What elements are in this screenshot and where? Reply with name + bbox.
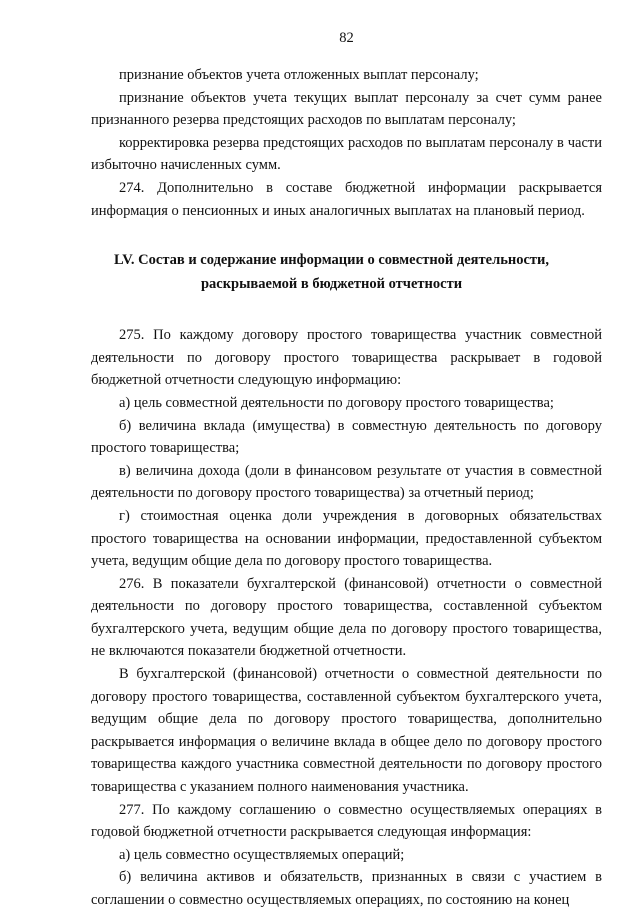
bottom-text-block	[91, 324, 602, 911]
paragraph: корректировка резерва предстоящих расходов по выплатам персоналу в части избыточно начисленных сумм.	[91, 134, 602, 174]
section-heading-line: раскрываемой в бюджетной отчетности	[200, 276, 463, 293]
paragraph: 275. По каждому договору простого товарищества участник совместной деятельности по договору простого товарищества раскрывает в годовой бюджетной отчетности следующую информацию:	[91, 327, 602, 389]
paragraph: а) цель совместно осуществляемых операций;	[119, 846, 405, 863]
paragraph: 277. По каждому соглашению о совместно осуществляемых операциях в годовой бюджетной отчетности раскрывается следующая информация:	[91, 801, 602, 841]
paragraph: 274. Дополнительно в составе бюджетной информации раскрывается информация о пенсионных и иных аналогичных выплатах на плановый период.	[91, 179, 602, 219]
paragraph: признание объектов учета отложенных выплат персоналу;	[119, 67, 479, 83]
paragraph: г) стоимостная оценка доли учреждения в договорных обязательствах простого товарищества на основании информации, предоставленной субъектом учета, ведущим общие дела по договору простого товарищества.	[91, 507, 602, 570]
paragraph: б) величина вклада (имущества) в совместную деятельность по договору простого товарищества;	[91, 417, 602, 457]
paragraph: 276. В показатели бухгалтерской (финансовой) отчетности о совместной деятельности по договору простого товарищества, составленной субъектом бухгалтерского учета, ведущим общие дела по договору простого товарищества, не включаются показатели бюджетной отчетности.	[91, 575, 602, 660]
paragraph: В бухгалтерской (финансовой) отчетности о совместной деятельности по договору простого товарищества, составленной субъектом бухгалтерского учета, ведущим общие дела по договору простого товарищества, дополнительно раскрывается информация о величине вклада в общее дело по договору простого товарищества каждого участника совместной деятельности по договору простого товарищества с указанием полного наименования участника.	[91, 666, 602, 796]
paragraph: а) цель совместной деятельности по договору простого товарищества;	[119, 394, 554, 411]
section-heading-line: LV. Состав и содержание информации о совместной деятельности,	[113, 252, 550, 269]
paragraph: в) величина дохода (доли в финансовом результате от участия в совместной деятельности по договору простого товарищества) за отчетный период;	[91, 462, 602, 502]
paragraph: б) величина активов и обязательств, признанных в связи с участием в соглашении о совместно осуществляемых операциях, по состоянию на конец	[91, 869, 602, 908]
paragraph: признание объектов учета текущих выплат персоналу за счет сумм ранее признанного резерва предстоящих расходов по выплатам персоналу;	[91, 89, 602, 129]
top-text-block	[91, 64, 602, 222]
page-number: 82	[339, 30, 354, 46]
section-heading	[61, 248, 602, 296]
